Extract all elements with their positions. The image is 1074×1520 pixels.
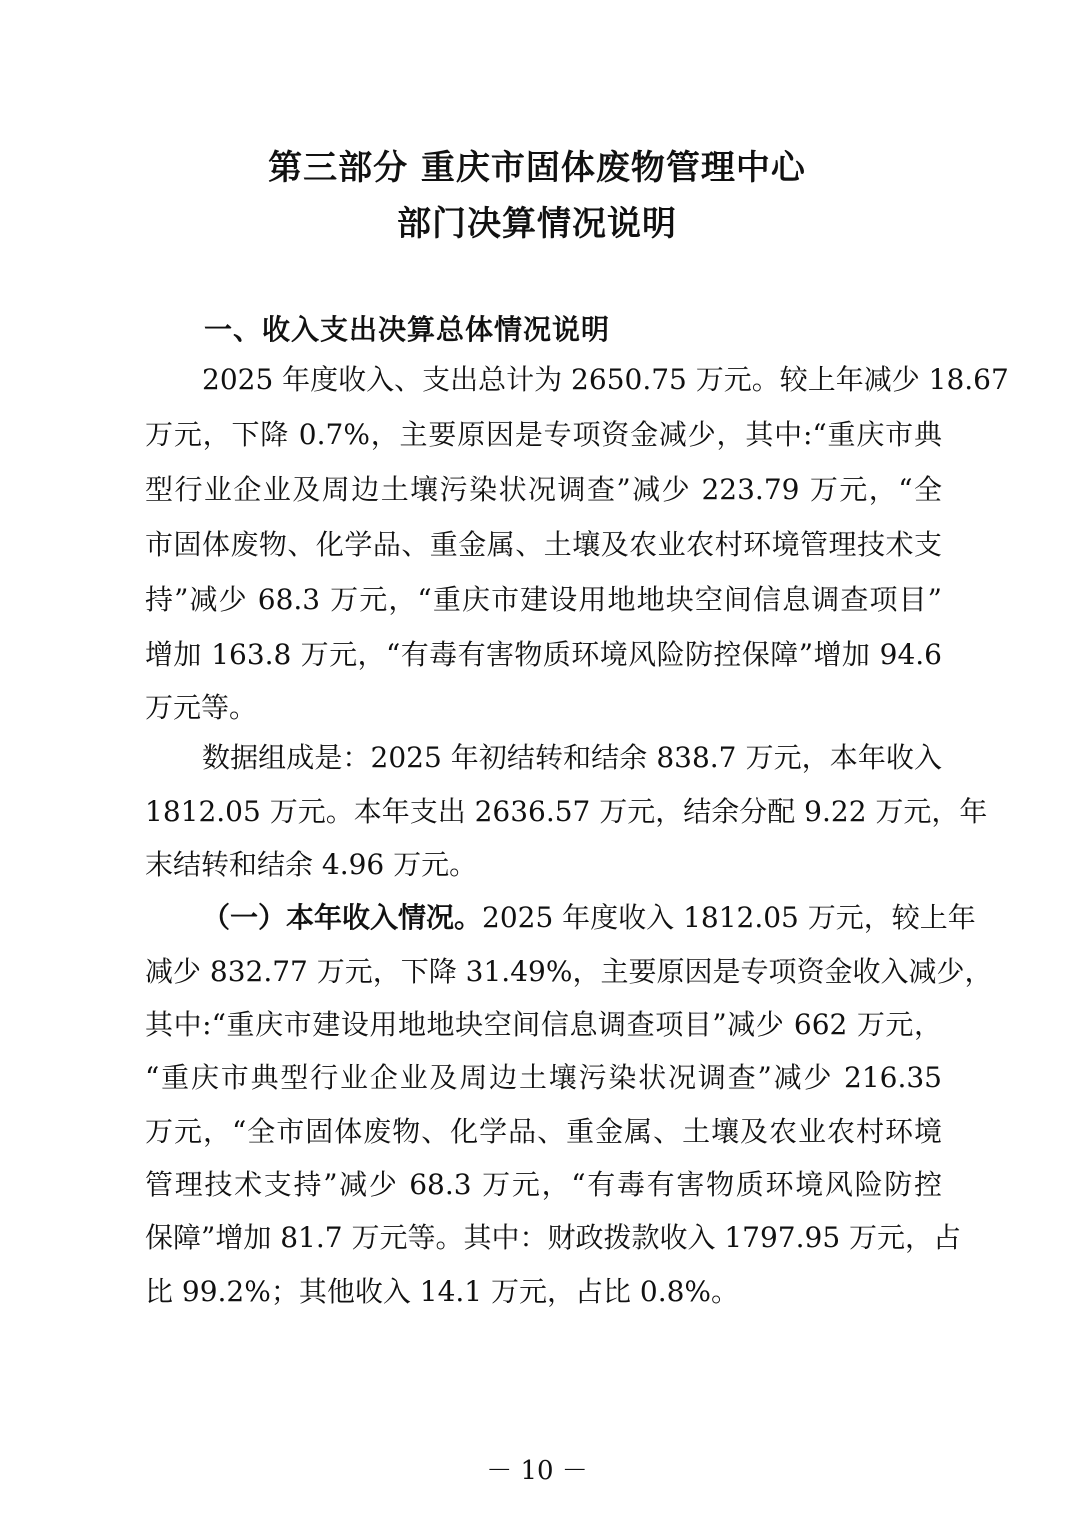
paragraph-3-line-7: 保障”增加 81.7 万元等。其中：财政拨款收入 1797.95 万元，占 bbox=[145, 1221, 962, 1254]
paragraph-1-line-5: 持”减少 68.3 万元，“重庆市建设用地地块空间信息调查项目” bbox=[145, 583, 942, 616]
document-title-line-2: 部门决算情况说明 bbox=[397, 204, 677, 244]
subsection-heading: （一）本年收入情况。 bbox=[202, 901, 483, 934]
section-heading: 一、收入支出决算总体情况说明 bbox=[204, 313, 611, 346]
paragraph-1-line-6: 增加 163.8 万元，“有毒有害物质环境风险防控保障”增加 94.6 bbox=[145, 638, 942, 671]
paragraph-3-line-1 bbox=[202, 898, 976, 938]
page-number: － 10 － bbox=[486, 1456, 588, 1486]
paragraph-1-line-1: 2025 年度收入、支出总计为 2650.75 万元。较上年减少 18.67 bbox=[202, 363, 1009, 396]
paragraph-3-line-4: “重庆市典型行业企业及周边土壤污染状况调查”减少 216.35 bbox=[145, 1061, 942, 1094]
paragraph-1-line-3: 型行业企业及周边土壤污染状况调查”减少 223.79 万元，“全 bbox=[145, 473, 942, 506]
paragraph-3-line-8: 比 99.2%；其他收入 14.1 万元，占比 0.8%。 bbox=[145, 1275, 740, 1308]
paragraph-3-line-3: 其中:“重庆市建设用地地块空间信息调查项目”减少 662 万元， bbox=[145, 1008, 942, 1041]
paragraph-1-line-4: 市固体废物、化学品、重金属、土壤及农业农村环境管理技术支 bbox=[145, 528, 942, 561]
paragraph-2-line-3: 末结转和结余 4.96 万元。 bbox=[145, 848, 478, 881]
paragraph-3-line-5: 万元，“全市固体废物、化学品、重金属、土壤及农业农村环境 bbox=[145, 1115, 942, 1148]
paragraph-2-line-2: 1812.05 万元。本年支出 2636.57 万元，结余分配 9.22 万元，年 bbox=[145, 795, 988, 828]
paragraph-3-line-6: 管理技术支持”减少 68.3 万元，“有毒有害物质环境风险防控 bbox=[145, 1168, 942, 1201]
paragraph-1-line-2: 万元，下降 0.7%，主要原因是专项资金减少，其中:“重庆市典 bbox=[145, 418, 942, 451]
paragraph-2-line-1: 数据组成是：2025 年初结转和结余 838.7 万元，本年收入 bbox=[202, 741, 942, 774]
document-title-line-1: 第三部分 重庆市固体废物管理中心 bbox=[268, 148, 806, 188]
paragraph-3-line-1-text: 2025 年度收入 1812.05 万元，较上年 bbox=[482, 901, 976, 934]
paragraph-3-line-2: 减少 832.77 万元，下降 31.49%，主要原因是专项资金收入减少， bbox=[145, 955, 993, 988]
paragraph-1-line-7: 万元等。 bbox=[145, 691, 258, 724]
